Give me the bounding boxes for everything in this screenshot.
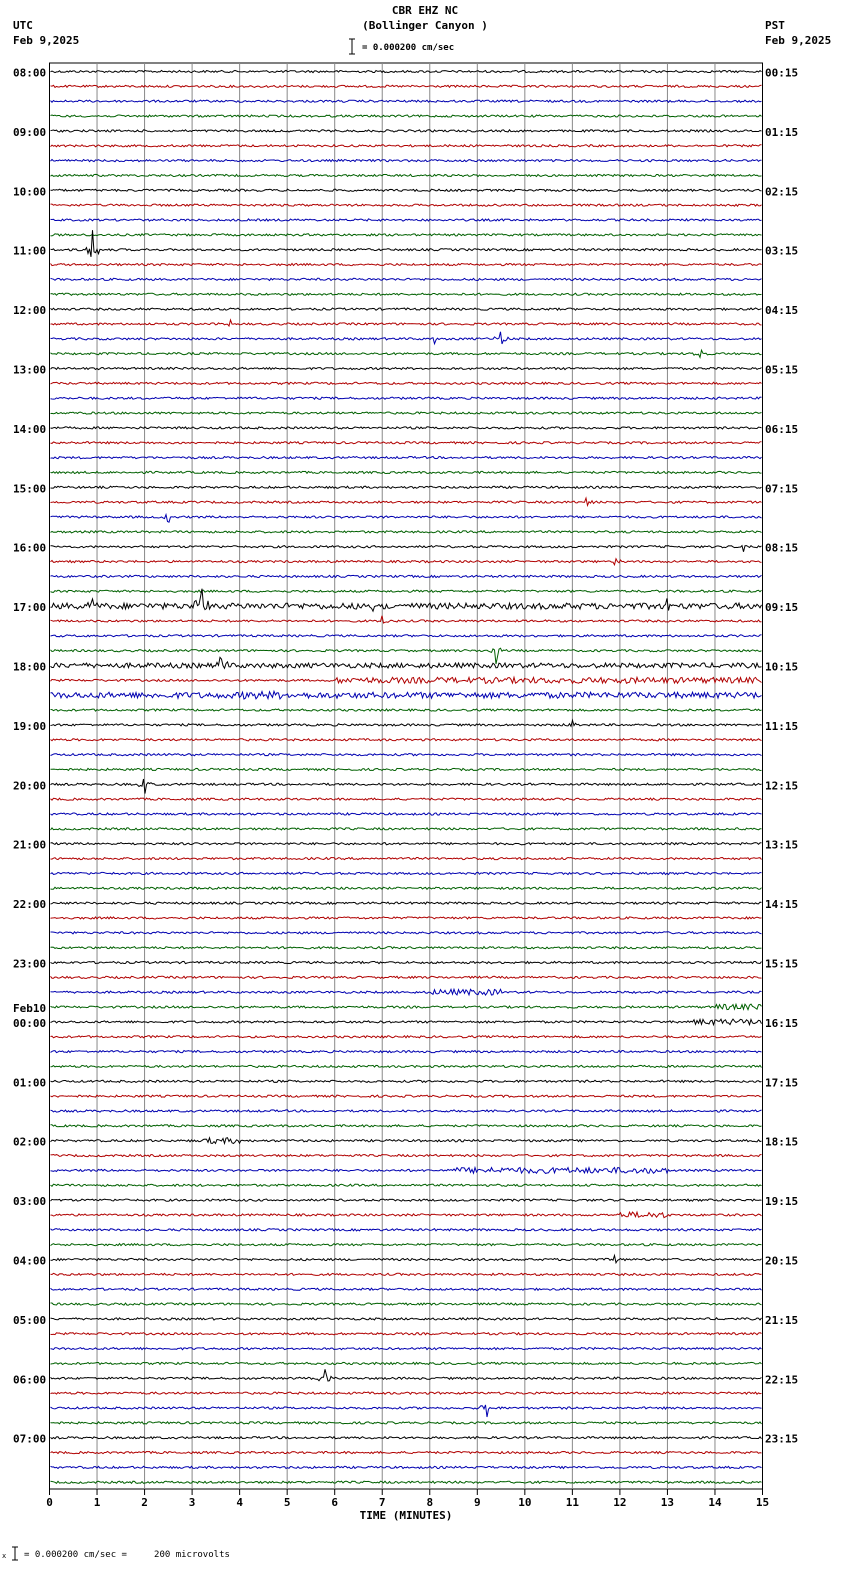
left-hour-label: 20:00 bbox=[13, 779, 47, 793]
right-hour-label: 14:15 bbox=[765, 898, 799, 912]
trace-line bbox=[51, 174, 762, 176]
station-location: (Bollinger Canyon ) bbox=[362, 19, 488, 32]
trace-line bbox=[51, 498, 762, 505]
trace-line bbox=[51, 902, 762, 904]
trace-line bbox=[51, 589, 762, 612]
trace-line bbox=[51, 1288, 762, 1290]
trace-line bbox=[51, 1051, 762, 1053]
left-hour-label: 11:00 bbox=[13, 244, 47, 258]
left-hour-label: 01:00 bbox=[13, 1076, 47, 1090]
trace-line bbox=[51, 932, 762, 934]
x-tick-label: 12 bbox=[613, 1496, 627, 1509]
left-hour-label: 10:00 bbox=[13, 185, 47, 199]
right-hour-label: 18:15 bbox=[765, 1135, 799, 1149]
left-hour-label: 23:00 bbox=[13, 957, 47, 971]
trace-line bbox=[51, 293, 762, 295]
trace-line bbox=[51, 648, 762, 664]
trace-line bbox=[51, 1036, 762, 1038]
x-tick-label: 2 bbox=[141, 1496, 148, 1509]
trace-line bbox=[51, 590, 762, 592]
trace-line bbox=[51, 677, 762, 683]
trace-line bbox=[51, 1256, 762, 1263]
left-hour-label: 06:00 bbox=[13, 1373, 47, 1387]
left-timezone: UTC bbox=[13, 19, 33, 32]
right-hour-label: 22:15 bbox=[765, 1373, 799, 1387]
trace-line bbox=[51, 1125, 762, 1127]
right-hour-label: 03:15 bbox=[765, 244, 799, 258]
trace-line bbox=[51, 85, 762, 87]
trace-line bbox=[51, 1110, 762, 1112]
trace-line bbox=[51, 546, 762, 552]
left-hour-label: 03:00 bbox=[13, 1195, 47, 1209]
trace-line bbox=[51, 961, 762, 963]
left-hour-labels bbox=[13, 67, 46, 1446]
right-hour-label: 00:15 bbox=[765, 66, 799, 80]
trace-line bbox=[51, 691, 762, 699]
trace-line bbox=[51, 813, 762, 815]
right-hour-label: 10:15 bbox=[765, 660, 799, 674]
trace-group bbox=[51, 70, 762, 1483]
trace-line bbox=[51, 130, 762, 132]
trace-line bbox=[51, 412, 762, 414]
x-axis-label: TIME (MINUTES) bbox=[359, 1509, 453, 1522]
x-axis bbox=[46, 1489, 769, 1522]
trace-line bbox=[51, 70, 762, 72]
right-date: Feb 9,2025 bbox=[765, 34, 832, 47]
trace-line bbox=[51, 616, 762, 623]
trace-line bbox=[51, 1095, 762, 1097]
left-hour-label: 22:00 bbox=[13, 898, 47, 912]
trace-line bbox=[51, 1392, 762, 1394]
right-hour-label: 02:15 bbox=[765, 185, 799, 199]
trace-line bbox=[51, 531, 762, 533]
right-hour-label: 07:15 bbox=[765, 482, 799, 496]
right-hour-label: 05:15 bbox=[765, 363, 799, 377]
trace-line bbox=[51, 635, 762, 637]
right-hour-label: 12:15 bbox=[765, 779, 799, 793]
trace-line bbox=[51, 1155, 762, 1157]
trace-line bbox=[51, 1405, 762, 1417]
x-tick-label: 0 bbox=[46, 1496, 53, 1509]
right-hour-label: 20:15 bbox=[765, 1254, 799, 1268]
trace-line bbox=[51, 427, 762, 429]
left-hour-label: 07:00 bbox=[13, 1432, 47, 1446]
right-hour-label: 08:15 bbox=[765, 541, 799, 555]
left-hour-label: 15:00 bbox=[13, 482, 47, 496]
trace-line bbox=[51, 367, 762, 369]
plot-grid bbox=[50, 63, 763, 1489]
left-hour-label: 19:00 bbox=[13, 719, 47, 733]
x-tick-label: 10 bbox=[518, 1496, 532, 1509]
trace-line bbox=[51, 917, 762, 919]
x-tick-label: 6 bbox=[331, 1496, 339, 1509]
trace-line bbox=[51, 828, 762, 830]
footer-scale-icon bbox=[11, 1546, 19, 1562]
x-tick-label: 15 bbox=[755, 1496, 770, 1509]
trace-line bbox=[51, 515, 762, 523]
trace-line bbox=[51, 350, 762, 357]
trace-line bbox=[51, 1138, 762, 1144]
right-hour-label: 21:15 bbox=[765, 1313, 799, 1327]
trace-line bbox=[51, 559, 762, 565]
trace-line bbox=[51, 1229, 762, 1231]
x-tick-label: 13 bbox=[660, 1496, 675, 1509]
trace-line bbox=[51, 1318, 762, 1320]
right-hour-label: 23:15 bbox=[765, 1432, 799, 1446]
trace-line bbox=[51, 442, 762, 444]
trace-line bbox=[51, 739, 762, 741]
x-tick-label: 4 bbox=[236, 1496, 243, 1509]
right-hour-labels bbox=[765, 67, 798, 1446]
left-date: Feb 9,2025 bbox=[13, 34, 80, 47]
trace-line bbox=[51, 219, 762, 221]
trace-line bbox=[51, 720, 762, 726]
right-hour-label: 16:15 bbox=[765, 1016, 799, 1030]
trace-line bbox=[51, 1348, 762, 1350]
left-hour-label: 14:00 bbox=[13, 422, 47, 436]
trace-line bbox=[51, 204, 762, 206]
trace-line bbox=[51, 189, 762, 191]
x-tick-label: 1 bbox=[93, 1496, 101, 1509]
trace-line bbox=[51, 1212, 762, 1218]
left-hour-label: 02:00 bbox=[13, 1135, 47, 1149]
trace-line bbox=[51, 843, 762, 845]
right-timezone: PST bbox=[765, 19, 785, 32]
trace-line bbox=[51, 1362, 762, 1364]
left-hour-label: 05:00 bbox=[13, 1313, 47, 1327]
x-tick-label: 8 bbox=[426, 1496, 434, 1509]
trace-line bbox=[51, 887, 762, 889]
trace-line bbox=[51, 1452, 762, 1454]
trace-line bbox=[51, 947, 762, 949]
station-title: CBR EHZ NC bbox=[391, 4, 459, 17]
trace-line bbox=[51, 1168, 762, 1174]
trace-line bbox=[51, 1466, 762, 1468]
trace-line bbox=[51, 486, 762, 488]
right-hour-label: 11:15 bbox=[765, 719, 799, 733]
left-hour-label: 08:00 bbox=[13, 66, 47, 80]
trace-line bbox=[51, 382, 762, 384]
trace-line bbox=[51, 145, 762, 147]
trace-line bbox=[51, 100, 762, 102]
trace-line bbox=[51, 308, 762, 310]
trace-line bbox=[51, 1369, 762, 1381]
trace-line bbox=[51, 709, 762, 711]
trace-line bbox=[51, 397, 762, 399]
trace-line bbox=[51, 1080, 762, 1082]
trace-line bbox=[51, 976, 762, 978]
trace-line bbox=[51, 115, 762, 117]
left-hour-label: 18:00 bbox=[13, 660, 47, 674]
right-hour-label: 17:15 bbox=[765, 1076, 799, 1090]
trace-line bbox=[51, 768, 762, 770]
trace-line bbox=[51, 160, 762, 162]
plot-frame bbox=[50, 63, 763, 1489]
footer-mark: x bbox=[2, 1552, 7, 1560]
date-change-label: Feb10 bbox=[13, 1001, 47, 1015]
trace-line bbox=[51, 1199, 762, 1201]
trace-line bbox=[51, 858, 762, 860]
right-hour-label: 15:15 bbox=[765, 957, 799, 971]
trace-line bbox=[51, 332, 762, 344]
trace-line bbox=[51, 278, 762, 280]
x-tick-label: 3 bbox=[188, 1496, 196, 1509]
trace-line bbox=[51, 798, 762, 800]
x-tick-label: 9 bbox=[473, 1496, 481, 1509]
trace-line bbox=[51, 754, 762, 756]
left-hour-label: 16:00 bbox=[13, 541, 47, 555]
right-hour-label: 09:15 bbox=[765, 601, 799, 615]
trace-line bbox=[51, 779, 762, 794]
left-hour-label: 12:00 bbox=[13, 304, 47, 318]
trace-line bbox=[51, 1333, 762, 1335]
right-hour-label: 06:15 bbox=[765, 422, 799, 436]
footer-scale-note: = 0.000200 cm/sec = 200 microvolts bbox=[24, 1550, 230, 1560]
left-hour-label: 00:00 bbox=[13, 1016, 47, 1030]
x-tick-label: 14 bbox=[708, 1496, 722, 1509]
trace-line bbox=[51, 1437, 762, 1439]
trace-line bbox=[51, 1422, 762, 1424]
trace-line bbox=[51, 1273, 762, 1275]
trace-line bbox=[51, 1481, 762, 1483]
x-tick-label: 7 bbox=[378, 1496, 386, 1509]
trace-line bbox=[51, 657, 762, 668]
left-hour-label: 13:00 bbox=[13, 363, 47, 377]
x-tick-label: 11 bbox=[565, 1496, 579, 1509]
right-hour-label: 01:15 bbox=[765, 125, 799, 139]
trace-line bbox=[51, 320, 762, 326]
trace-line bbox=[51, 471, 762, 473]
trace-line bbox=[51, 1019, 762, 1025]
trace-line bbox=[51, 1004, 762, 1010]
trace-line bbox=[51, 1303, 762, 1305]
x-tick-label: 5 bbox=[283, 1496, 291, 1509]
left-hour-label: 17:00 bbox=[13, 601, 47, 615]
trace-line bbox=[51, 1184, 762, 1186]
left-hour-label: 04:00 bbox=[13, 1254, 47, 1268]
right-hour-label: 04:15 bbox=[765, 304, 799, 318]
trace-line bbox=[51, 1244, 762, 1246]
scale-label: = 0.000200 cm/sec bbox=[362, 43, 455, 53]
trace-line bbox=[51, 989, 762, 995]
trace-line bbox=[51, 457, 762, 459]
left-hour-label: 21:00 bbox=[13, 838, 47, 852]
left-hour-label: 09:00 bbox=[13, 125, 47, 139]
trace-line bbox=[51, 872, 762, 874]
right-hour-label: 19:15 bbox=[765, 1195, 799, 1209]
trace-line bbox=[51, 234, 762, 236]
right-hour-label: 13:15 bbox=[765, 838, 799, 852]
trace-line bbox=[51, 1065, 762, 1067]
trace-line bbox=[51, 575, 762, 577]
trace-line bbox=[51, 264, 762, 266]
